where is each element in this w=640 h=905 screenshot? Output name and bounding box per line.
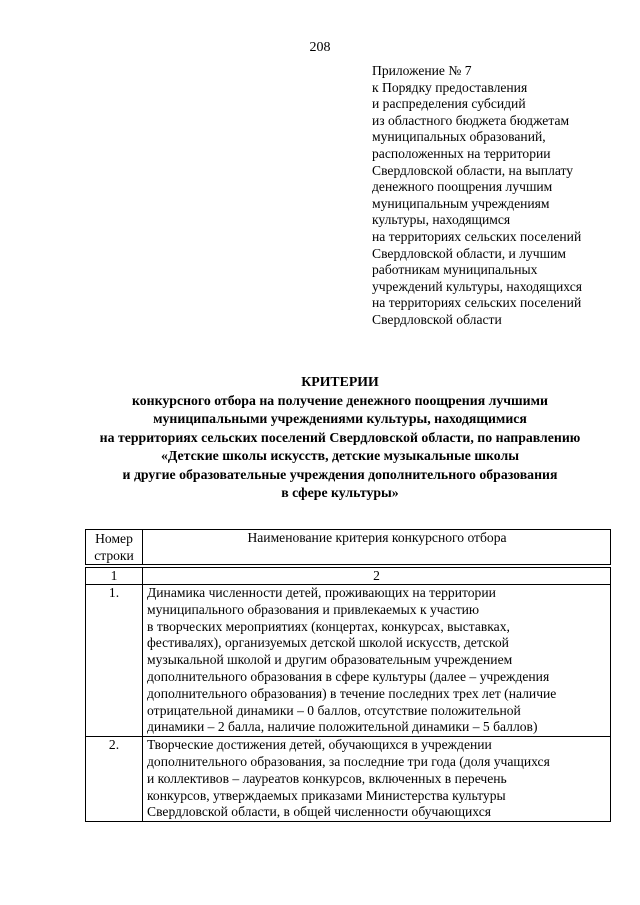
criterion-line: Свердловской области, в общей численности обучающихся [147, 804, 491, 820]
annex-line: расположенных на территории [372, 145, 551, 161]
criterion-line: отрицательной динамики – 0 баллов, отсутствие положительной [147, 702, 521, 718]
row-number: 1. [86, 585, 143, 737]
title-line: «Детские школы искусств, детские музыкальные школы [161, 448, 519, 463]
table-row [86, 585, 611, 737]
criterion-line: муниципального образования и привлекаемых к участию [147, 601, 480, 617]
header-num-cell [86, 530, 143, 565]
annex-line: на территориях сельских поселений [372, 228, 582, 244]
title-line: конкурсного отбора на получение денежного поощрения лучшими [132, 392, 548, 408]
title-line: и другие образовательные учреждения дополнительного образования [122, 466, 558, 482]
page-number: 208 [309, 40, 331, 55]
header-row [86, 530, 611, 565]
criterion-line: динамики – 2 балла, наличие положительной динамики – 5 баллов) [147, 719, 538, 735]
criterion-line: Динамика численности детей, проживающих на территории [147, 585, 496, 600]
criterion-line: конкурсов, утверждаемых приказами Министерства культуры [147, 787, 506, 803]
index-cell: 2 [143, 568, 611, 585]
criterion-line: дополнительного образования, за последние три года (доля учащихся [147, 753, 550, 769]
title-line: в сфере культуры» [281, 485, 399, 500]
criterion-line: в творческих мероприятиях (концертах, конкурсах, выставках, [147, 618, 510, 634]
annex-line: из областного бюджета бюджетам [372, 112, 570, 128]
criteria-table-header [85, 529, 611, 565]
annex-line: на территориях сельских поселений [372, 295, 582, 311]
index-cell: 1 [86, 568, 143, 585]
annex-note [372, 63, 634, 329]
annex-line: денежного поощрения лучшим [372, 179, 553, 195]
criterion-line: и коллективов – лауреатов конкурсов, включенных в перечень [147, 770, 507, 786]
row-criterion [143, 585, 611, 737]
annex-line: Свердловской области, и лучшим [372, 245, 566, 261]
title-line: муниципальными учреждениями культуры, находящимися [153, 411, 527, 426]
header-num-line: строки [94, 548, 134, 563]
header-num-line: Номер [95, 531, 133, 546]
annex-line: Свердловской области, на выплату [372, 162, 574, 178]
annex-line: культуры, находящимся [372, 212, 511, 228]
annex-line: к Порядку предоставления [372, 79, 528, 95]
criteria-table [85, 567, 611, 822]
header-name-cell: Наименование критерия конкурсного отбора [143, 530, 611, 565]
index-row [86, 568, 611, 585]
annex-line: Свердловской области [372, 311, 502, 327]
criterion-line: музыкальной школой и другим образовательным учреждением [147, 652, 513, 668]
title-line: на территориях сельских поселений Свердловской области, по направлению [99, 429, 581, 445]
document-title [40, 373, 640, 503]
criterion-line: фестивалях), организуемых детской школой искусств, детской [147, 635, 509, 651]
table-row [86, 737, 611, 822]
annex-line: муниципальным учреждениям [372, 195, 550, 211]
annex-line: работникам муниципальных [372, 262, 538, 278]
criterion-line: дополнительного образования в сфере культуры (далее – учреждения [147, 668, 550, 684]
criterion-line: Творческие достижения детей, обучающихся в учреждении [147, 737, 492, 753]
row-criterion [143, 737, 611, 822]
title-line: КРИТЕРИИ [301, 374, 379, 389]
annex-line: и распределения субсидий [372, 96, 526, 112]
annex-line: Приложение № 7 [372, 63, 472, 78]
row-number: 2. [86, 737, 143, 822]
criterion-line: дополнительного образования) в течение последних трех лет (наличие [147, 685, 557, 701]
annex-line: муниципальных образований, [372, 129, 546, 145]
annex-line: учреждений культуры, находящихся [372, 278, 582, 294]
